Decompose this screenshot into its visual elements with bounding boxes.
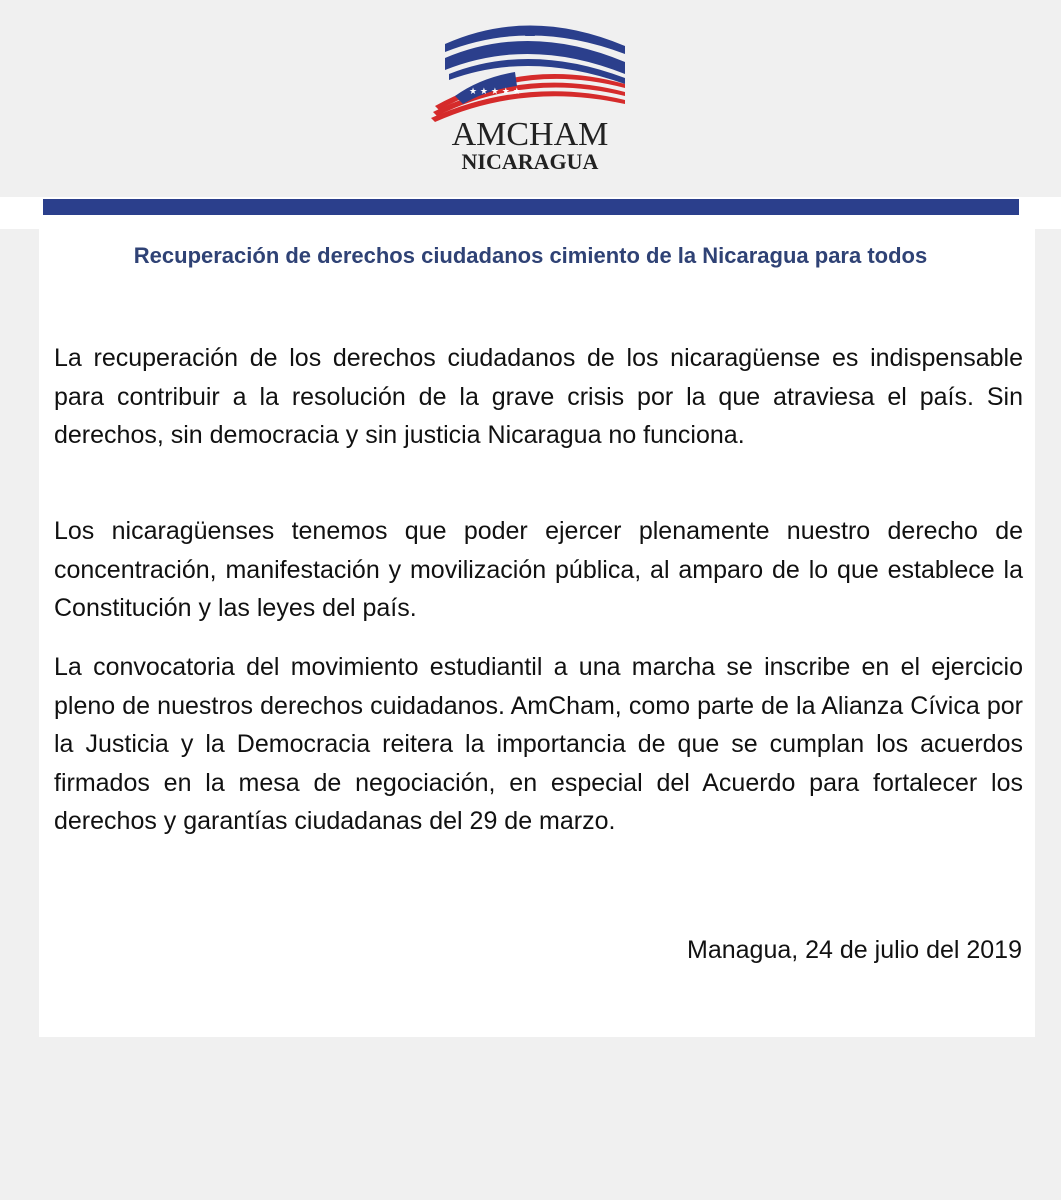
signature-date-line: Managua, 24 de julio del 2019 — [687, 936, 1022, 964]
amcham-logo — [425, 14, 635, 174]
svg-text:★ ★ ★ ★ ★: ★ ★ ★ ★ ★ — [469, 87, 521, 97]
header-band — [0, 0, 1061, 197]
flag-arcs-icon — [425, 14, 635, 124]
paragraph-2: Los nicaragüenses tenemos que poder ejercer plenamente nuestro derecho de concentración, manifestación y movilización pública, al amparo de lo que establece la Constitución y las leyes del país. — [54, 517, 1023, 622]
document-title: Recuperación de derechos ciudadanos cimiento de la Nicaragua para todos — [133, 243, 928, 268]
paragraph-1: La recuperación de los derechos ciudadanos de los nicaragüense es indispensable para contribuir a la resolución de la grave crisis por la que atraviesa el país. Sin derechos, sin democracia y sin justicia Nicaragua no funciona. — [54, 344, 1023, 449]
logo-wordmark: AMCHAM — [451, 116, 609, 153]
logo-subtitle: NICARAGUA — [461, 149, 599, 174]
header-divider-bar — [43, 199, 1019, 215]
paragraph-3: La convocatoria del movimiento estudiantil a una marcha se inscribe en el ejercicio pleno de nuestros derechos cuidadanos. AmCham, como parte de la Alianza Cívica por la Justicia y la Democracia reitera la importancia de que se cumplan los acuerdos firmados en la mesa de negociación, en especial del Acuerdo para fortalecer los derechos y garantías ciudadanas del 29 de marzo. — [54, 653, 1023, 835]
